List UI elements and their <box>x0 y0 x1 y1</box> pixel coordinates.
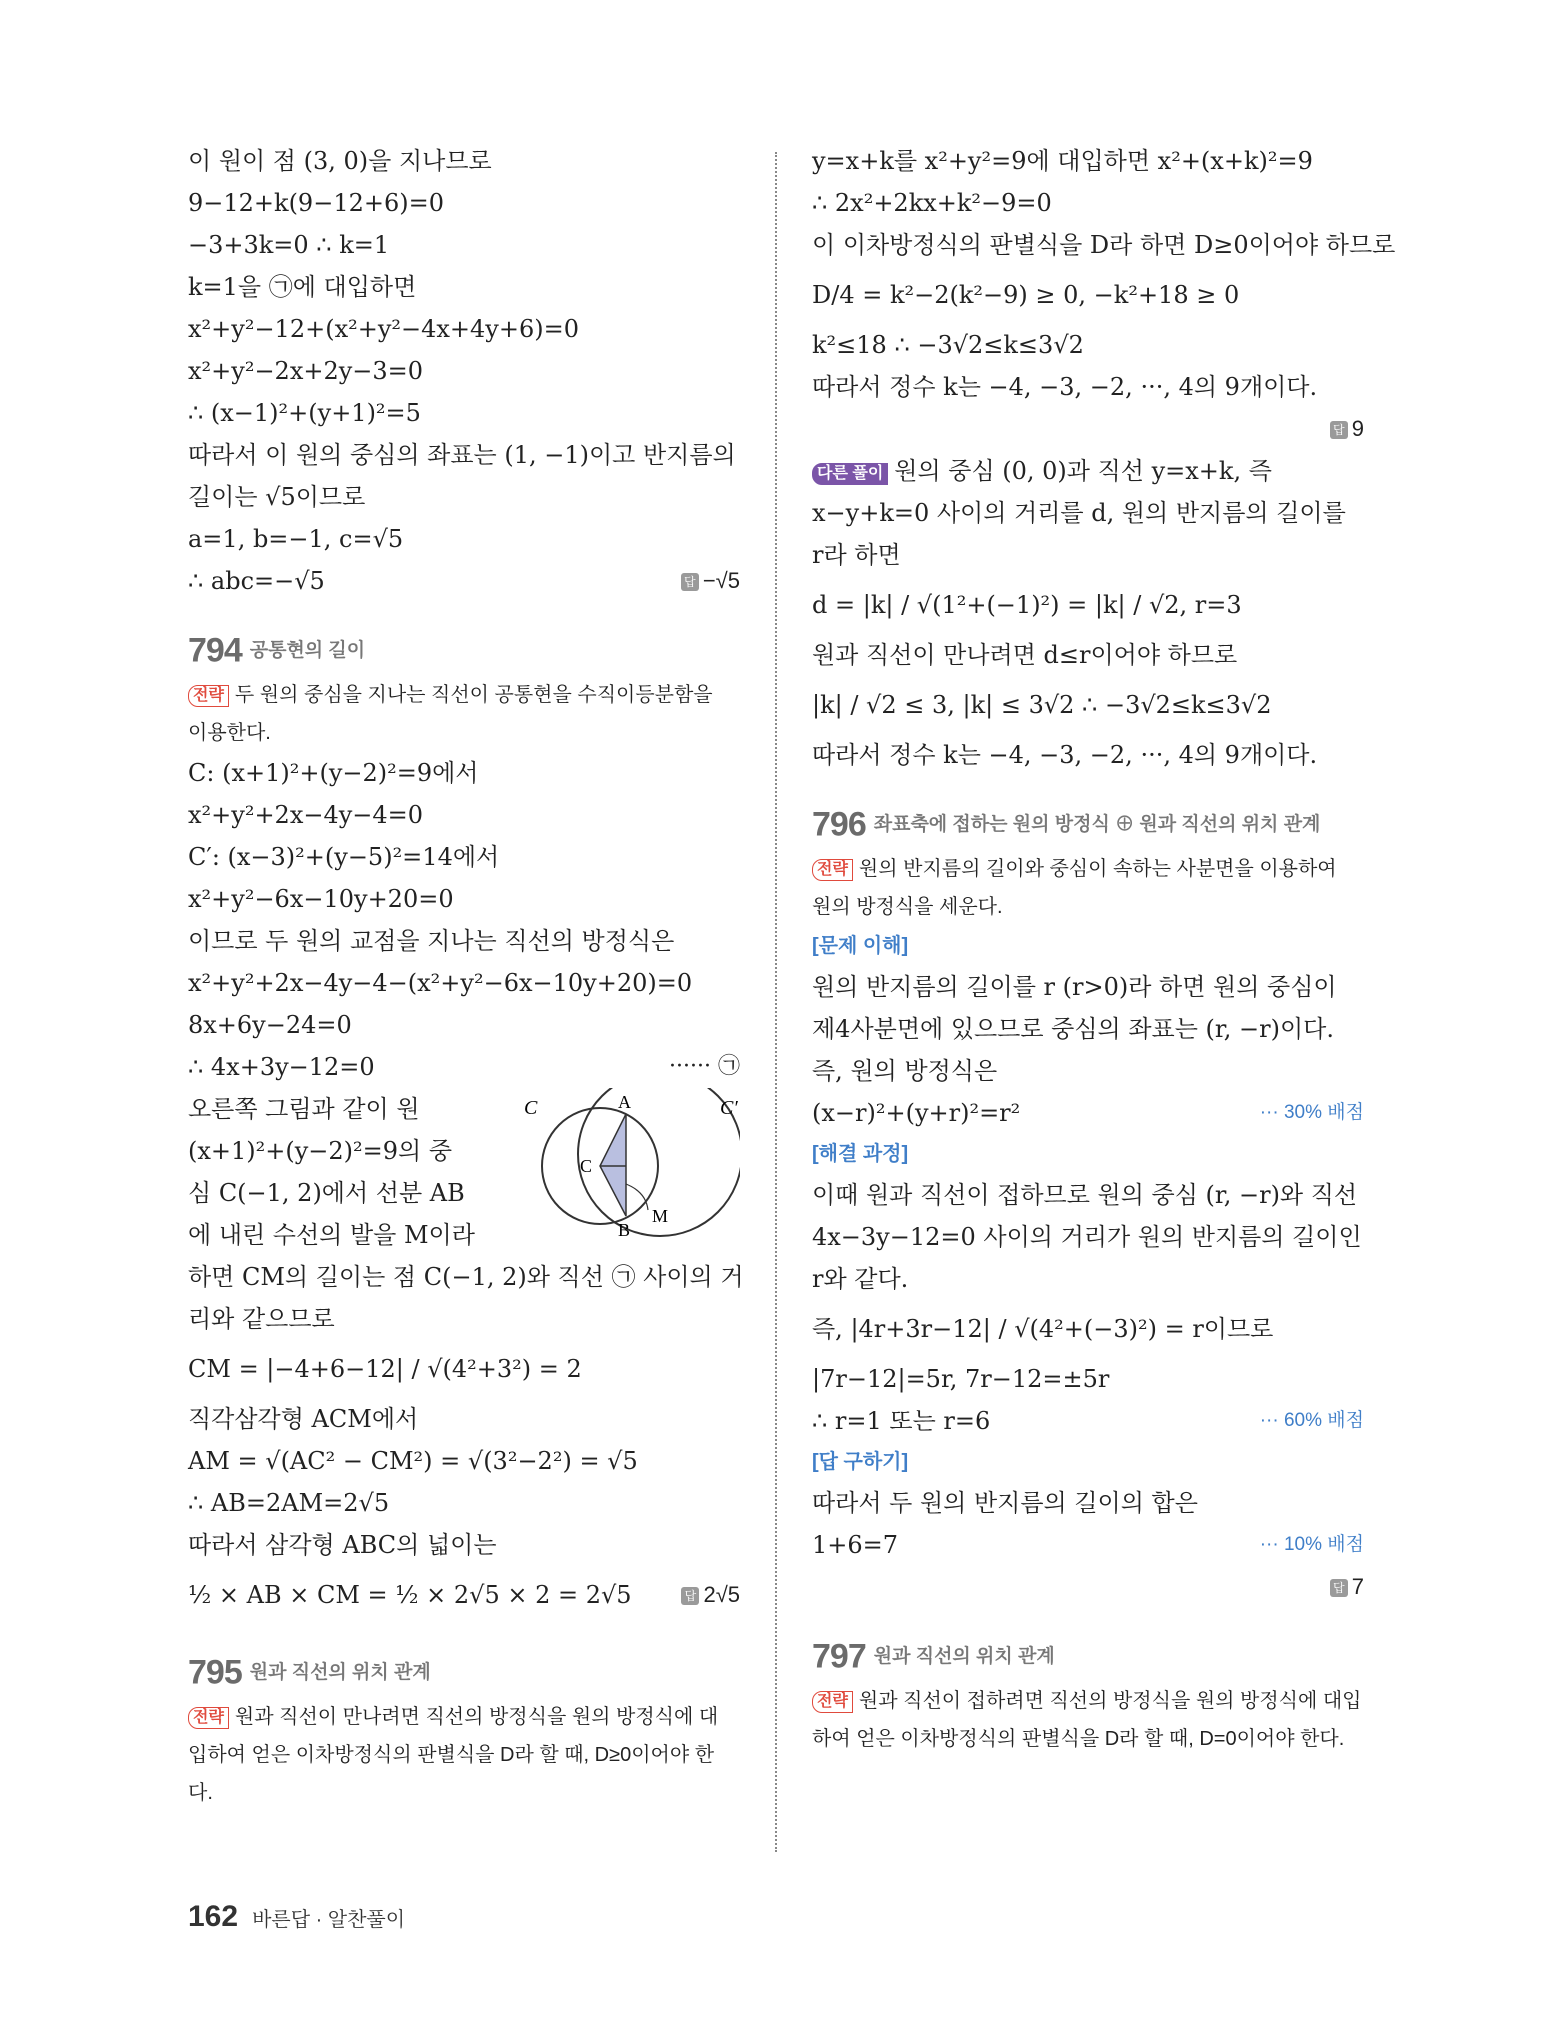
r-line-4: k²≤18 ∴ −3√2≤k≤3√2 <box>812 331 1084 359</box>
sec2-line-5: ∴ r=1 또는 r=6 <box>812 1407 991 1435</box>
intro-line-1: 9−12+k(9−12+6)=0 <box>188 189 444 217</box>
p794-b-line-4: AM = √(AC² − CM²) = √(3²−2²) = √5 <box>188 1447 638 1475</box>
strategy-line-2: 다. <box>188 1782 213 1804</box>
label-m: M <box>652 1206 669 1226</box>
r-line-0: y=x+k를 x²+y²=9에 대입하면 x²+(x+k)²=9 <box>812 147 1313 175</box>
book-title: 바른답 · 알찬풀이 <box>252 1909 406 1931</box>
alt-line-6: 따라서 정수 k는 −4, −3, −2, ···, 4의 9개이다. <box>812 741 1318 769</box>
sec3-score: ··· 10% 배점 <box>1259 1534 1364 1555</box>
intro-line-8: 길이는 √5이므로 <box>188 483 366 511</box>
p794-line-6: 8x+6y−24=0 <box>188 1011 352 1039</box>
p796-answer-row <box>812 1566 1364 1608</box>
strategy-line-0: 원과 직선이 만나려면 직선의 방정식을 원의 방정식에 대 <box>234 1706 719 1728</box>
sec1-line-3: (x−r)²+(y+r)²=r² <box>812 1099 1021 1127</box>
problem-795-header <box>188 1646 740 1698</box>
fig-line-2: 심 C(−1, 2)에서 선분 AB <box>188 1179 465 1207</box>
intro-line-6: ∴ (x−1)²+(y+1)²=5 <box>188 399 421 427</box>
answer-icon: 답 <box>1330 1579 1348 1597</box>
column-divider <box>775 152 777 1852</box>
fig-line-1: (x+1)²+(y−2)²=9의 중 <box>188 1137 453 1165</box>
label-a: A <box>618 1092 631 1112</box>
r-line-3: D/4 = k²−2(k²−9) ≥ 0, −k²+18 ≥ 0 <box>812 281 1240 309</box>
r-answer-a <box>1330 408 1364 450</box>
intro-answer <box>681 560 740 602</box>
strategy-tag: 전략 <box>188 685 229 707</box>
p794-b-line-5: ∴ AB=2AM=2√5 <box>188 1489 390 1517</box>
section-understanding: [문제 이해] <box>812 935 909 957</box>
right-column <box>812 140 1396 1758</box>
problem-797-strategy <box>812 1682 1364 1758</box>
strategy-line-0: 원의 반지름의 길이와 중심이 속하는 사분면을 이용하여 <box>858 858 1337 880</box>
problem-795-title: 원과 직선의 위치 관계 <box>249 1661 431 1683</box>
sec2-line-1: 4x−3y−12=0 사이의 거리가 원의 반지름의 길이인 <box>812 1223 1362 1251</box>
p796-answer-value: 7 <box>1351 1574 1364 1599</box>
sec2-line-3: 즉, |4r+3r−12| / √(4²+(−3)²) = r이므로 <box>812 1315 1274 1343</box>
page-footer <box>188 1900 405 1934</box>
sec3-line-1: 1+6=7 <box>812 1531 899 1559</box>
problem-796-number: 796 <box>812 805 866 844</box>
sec1-line-2: 즉, 원의 방정식은 <box>812 1057 998 1085</box>
sec1-score: ··· 30% 배점 <box>1259 1102 1364 1123</box>
problem-797-title: 원과 직선의 위치 관계 <box>873 1645 1055 1667</box>
sec3-line-1-row <box>812 1524 1364 1566</box>
p794-line-3: x²+y²−6x−10y+20=0 <box>188 885 454 913</box>
strategy-tag: 전략 <box>812 1691 853 1713</box>
p794-b-line-7: ½ × AB × CM = ½ × 2√5 × 2 = 2√5 <box>188 1581 632 1609</box>
label-c2: C′ <box>720 1097 738 1119</box>
left-column <box>188 140 744 1812</box>
intro-line-9: a=1, b=−1, c=√5 <box>188 525 404 553</box>
strategy-tag: 전략 <box>812 859 853 881</box>
p794-b-line-6: 따라서 삼각형 ABC의 넓이는 <box>188 1531 497 1559</box>
fig-line-0: 오른쪽 그림과 같이 원 <box>188 1095 420 1123</box>
section-answer: [답 구하기] <box>812 1451 909 1473</box>
p794-b-line-7-row <box>188 1566 740 1624</box>
intro-line-0: 이 원이 점 (3, 0)을 지나므로 <box>188 147 492 175</box>
intro-answer-value: −√5 <box>702 568 740 593</box>
figure-block <box>188 1088 740 1256</box>
answer-icon: 답 <box>681 1587 699 1605</box>
answer-icon: 답 <box>681 573 699 591</box>
sec1-line-1: 제4사분면에 있으므로 중심의 좌표는 (r, −r)이다. <box>812 1015 1334 1043</box>
sec1-line-3-row <box>812 1092 1364 1134</box>
answer-icon: 답 <box>1330 421 1348 439</box>
p794-line-5: x²+y²+2x−4y−4−(x²+y²−6x−10y+20)=0 <box>188 969 693 997</box>
p796-answer <box>1330 1566 1364 1608</box>
p794-b-line-2: CM = |−4+6−12| / √(4²+3²) = 2 <box>188 1355 582 1383</box>
alt-line-0: 원의 중심 (0, 0)과 직선 y=x+k, 즉 <box>894 457 1272 485</box>
p794-line-7: ∴ 4x+3y−12=0 <box>188 1053 375 1081</box>
p794-line-0: C: (x+1)²+(y−2)²=9에서 <box>188 759 479 787</box>
intro-line-10: ∴ abc=−√5 <box>188 567 325 595</box>
p794-line-4: 이므로 두 원의 교점을 지나는 직선의 방정식은 <box>188 927 675 955</box>
section-process: [해결 과정] <box>812 1143 909 1165</box>
intro-line-2: −3+3k=0 ∴ k=1 <box>188 231 390 259</box>
p794-b-line-3: 직각삼각형 ACM에서 <box>188 1405 419 1433</box>
strategy-line-1: 이용한다. <box>188 722 271 744</box>
problem-797-number: 797 <box>812 1637 866 1676</box>
p794-b-line-0: 하면 CM의 길이는 점 C(−1, 2)와 직선 ㉠ 사이의 거 <box>188 1263 744 1291</box>
strategy-line-0: 두 원의 중심을 지나는 직선이 공통현을 수직이등분함을 <box>234 684 713 706</box>
alt-line-2: r라 하면 <box>812 541 901 569</box>
sec2-line-5-row <box>812 1400 1364 1442</box>
r-answer-a-value: 9 <box>1351 416 1364 441</box>
alt-line-0-row <box>812 450 1364 492</box>
triangle-acb <box>600 1114 626 1216</box>
sec1-line-0: 원의 반지름의 길이를 r (r>0)라 하면 원의 중심이 <box>812 973 1337 1001</box>
m-pointer <box>626 1184 648 1210</box>
problem-794-number: 794 <box>188 631 242 670</box>
intro-line-7: 따라서 이 원의 중심의 좌표는 (1, −1)이고 반지름의 <box>188 441 736 469</box>
p794-b-line-1: 리와 같으므로 <box>188 1305 335 1333</box>
r-line-2: 이 이차방정식의 판별식을 D라 하면 D≥0이어야 하므로 <box>812 231 1396 259</box>
intro-line-5: x²+y²−2x+2y−3=0 <box>188 357 424 385</box>
problem-794-title: 공통현의 길이 <box>249 639 366 661</box>
problem-794-strategy <box>188 676 740 752</box>
problem-795-number: 795 <box>188 1653 242 1692</box>
r-answer-row <box>812 408 1364 450</box>
label-c1: C <box>524 1097 538 1119</box>
strategy-tag: 전략 <box>188 1707 229 1729</box>
two-circles-figure <box>508 1088 740 1240</box>
problem-795-strategy <box>188 1698 740 1812</box>
label-b: B <box>618 1220 631 1240</box>
p794-answer-value: 2√5 <box>703 1582 740 1607</box>
strategy-line-1: 입하여 얻은 이차방정식의 판별식을 D라 할 때, D≥0이어야 한 <box>188 1744 715 1766</box>
alt-line-4: 원과 직선이 만나려면 d≤r이어야 하므로 <box>812 641 1238 669</box>
sec2-line-2: r와 같다. <box>812 1265 909 1293</box>
label-center: C <box>580 1156 593 1176</box>
intro-line-3: k=1을 ㉠에 대입하면 <box>188 273 417 301</box>
alt-line-5: |k| / √2 ≤ 3, |k| ≤ 3√2 ∴ −3√2≤k≤3√2 <box>812 691 1272 719</box>
alt-line-3: d = |k| / √(1²+(−1)²) = |k| / √2, r=3 <box>812 591 1242 619</box>
p794-answer <box>681 1566 740 1624</box>
p794-line-2: C′: (x−3)²+(y−5)²=14에서 <box>188 843 500 871</box>
strategy-line-1: 원의 방정식을 세운다. <box>812 896 1003 918</box>
problem-794-header <box>188 624 740 676</box>
strategy-line-1: 하여 얻은 이차방정식의 판별식을 D라 할 때, D=0이어야 한다. <box>812 1728 1345 1750</box>
fig-line-3: 에 내린 수선의 발을 M이라 <box>188 1221 475 1249</box>
problem-797-header <box>812 1630 1364 1682</box>
alt-line-1: x−y+k=0 사이의 거리를 d, 원의 반지름의 길이를 <box>812 499 1346 527</box>
sec2-line-4: |7r−12|=5r, 7r−12=±5r <box>812 1365 1110 1393</box>
sec3-line-0: 따라서 두 원의 반지름의 길이의 합은 <box>812 1489 1198 1517</box>
problem-796-title: 좌표축에 접하는 원의 방정식 ⊕ 원과 직선의 위치 관계 <box>873 813 1321 835</box>
page-number: 162 <box>188 1900 239 1933</box>
r-line-5: 따라서 정수 k는 −4, −3, −2, ···, 4의 9개이다. <box>812 373 1318 401</box>
intro-result-line <box>188 560 740 602</box>
problem-796-strategy <box>812 850 1364 926</box>
intro-line-4: x²+y²−12+(x²+y²−4x+4y+6)=0 <box>188 315 579 343</box>
sec2-line-0: 이때 원과 직선이 접하므로 원의 중심 (r, −r)와 직선 <box>812 1181 1358 1209</box>
r-line-1: ∴ 2x²+2kx+k²−9=0 <box>812 189 1052 217</box>
p794-line-1: x²+y²+2x−4y−4=0 <box>188 801 424 829</box>
equation-marker: ······ ㉠ <box>669 1054 740 1079</box>
problem-796-header <box>812 798 1364 850</box>
strategy-line-0: 원과 직선이 접하려면 직선의 방정식을 원의 방정식에 대입 <box>858 1690 1362 1712</box>
p794-line-7-row <box>188 1046 740 1088</box>
alt-solution-tag: 다른 풀이 <box>812 463 888 485</box>
sec2-score: ··· 60% 배점 <box>1259 1410 1364 1431</box>
